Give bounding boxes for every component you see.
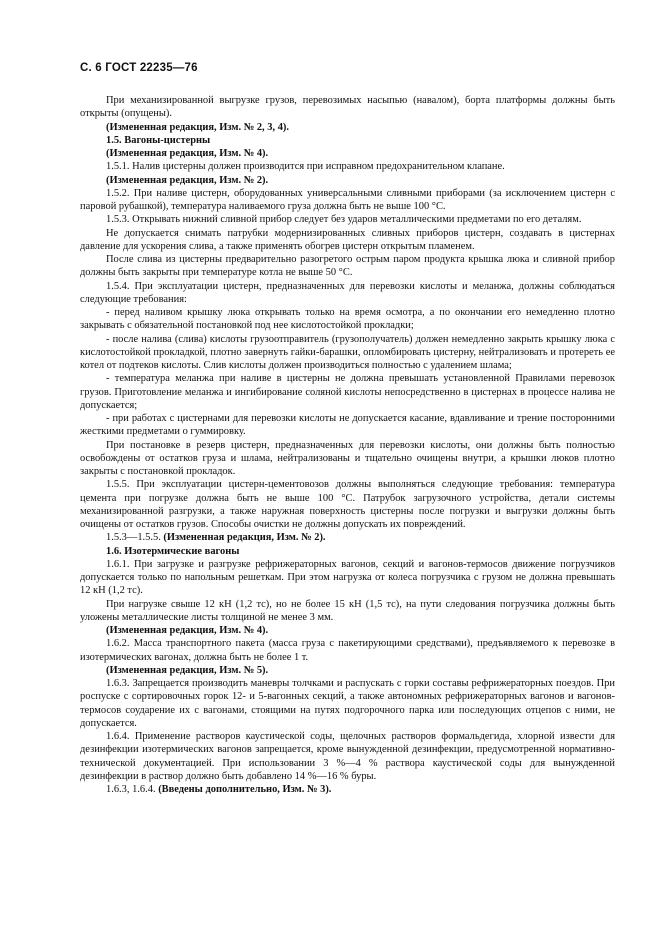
- amendment-note: (Измененная редакция, Изм. № 2).: [106, 174, 269, 186]
- paragraph: 1.6.2. Масса транспортного пакета (масса груза с пакетирующими средствами), предъявляемого к перевозке в изотермических вагонах, должна быть не более 1 т.: [80, 638, 615, 663]
- paragraph: 1.5.1. Налив цистерны должен производится при исправном предохранительном клапане.: [106, 161, 505, 173]
- list-item: - температура меланжа при наливе в цистерны не должна превышать установленной Правилами перевозок грузов. Приготовление меланжа и ингибирование соляной кислоты непосредственно в цистернах в процессе налива не допускается;: [80, 373, 615, 411]
- clause-range: 1.5.3—1.5.5.: [106, 532, 164, 544]
- page-header: С. 6 ГОСТ 22235—76: [80, 62, 198, 74]
- paragraph: 1.5.4. При эксплуатации цистерн, предназначенных для перевозки кислоты и меланжа, должны соблюдаться следующие требования:: [80, 280, 615, 305]
- amendment-note: (Измененная редакция, Изм. № 2).: [163, 532, 326, 544]
- amendment-note: (Измененная редакция, Изм. № 4).: [106, 625, 269, 636]
- paragraph: 1.6.4. Применение растворов каустической соды, щелочных растворов формальдегида, хлорной извести для дезинфекции изотермических вагонов запрещается, кроме вынужденной дезинфекции, предусмотренной нормативно-технической документацией. При использовании 3 %—4 % раствора каустической соды для вынужденной дезинфекции в раствор должно быть добавлено 14 %—16 % буры.: [80, 731, 615, 782]
- amendment-note: (Измененная редакция, Изм. № 5).: [106, 664, 269, 676]
- paragraph: 1.6.1. При загрузке и разгрузке рефрижераторных вагонов, секций и вагонов-термосов движение погрузчиков допускается только по напольным решеткам. При этом нагрузка от колеса погрузчика с грузом не должна превышать 12 кН (1,2 тс).: [80, 558, 615, 597]
- amendment-line: [80, 531, 615, 544]
- paragraph: 1.5.5. При эксплуатации цистерн-цементовозов должны выполняться следующие требования: температура цемента при погрузке должна быть не выше 100 °С. Патрубок загрузочного устройства, детали системы механизированной разгрузки, а также наружная поверхность цистерны после погрузки и выгрузки должны быть очищены от остатков грузов. Способы очистки не должны допускать их повреждений.: [80, 479, 615, 530]
- list-item: - при работах с цистернами для перевозки кислоты не допускается касание, вдавливание и трение посторонними жесткими предметами о гуммировку.: [80, 413, 615, 438]
- amendment-line: [80, 783, 615, 796]
- list-item: - перед наливом крышку люка открывать только на время осмотра, а по окончании его немедленно плотно закрывать с обязательной постановкой под нее кислотостойкой прокладки;: [80, 307, 615, 332]
- document-body: [80, 94, 615, 796]
- paragraph: При механизированной выгрузке грузов, перевозимых насыпью (навалом), борта платформы должны быть открыты (опущены).: [80, 95, 615, 120]
- clause-range: 1.6.3, 1.6.4.: [106, 784, 159, 795]
- paragraph: После слива из цистерны предварительно разогретого острым паром продукта крышка люка и сливной прибор должны быть закрыты при температуре котла не выше 50 °С.: [80, 254, 615, 279]
- amendment-note: (Измененная редакция, Изм. № 4).: [106, 148, 269, 159]
- amendment-note: (Измененная редакция, Изм. № 2, 3, 4).: [106, 121, 290, 133]
- paragraph: 1.5.2. При наливе цистерн, оборудованных универсальными сливными приборами (за исключением цистерн с паровой рубашкой), температура наливаемого груза должна быть не выше 100 °С.: [80, 187, 615, 212]
- section-heading: 1.5. Вагоны-цистерны: [106, 134, 211, 146]
- paragraph: 1.6.3. Запрещается производить маневры толчками и распускать с горки составы рефрижераторных поездов. При роспуске с сортировочных горок 12- и 5-вагонных секций, а также автономных рефрижераторных вагонов и вагонов-термосов соударение их с вагонами, стоящими на путях подгорочного парка или последующих отцепов с ними, не допускается.: [80, 678, 615, 729]
- section-heading: 1.6. Изотермические вагоны: [106, 545, 240, 557]
- paragraph: Не допускается снимать патрубки модернизированных сливных приборов цистерн, создавать в цистернах давление для ускорения слива, а также применять обогрев цистерн открытым пламенем.: [80, 227, 615, 252]
- list-item: - после налива (слива) кислоты грузоотправитель (грузополучатель) должен немедленно закрыть крышку люка с кислотостойкой прокладкой, плотно завернуть гайки-барашки, опломбировать цистерну, нейтрализовать и протереть ее котел от подтеков кислоты. Слив кислоты должен производиться полностью с удалением шлама;: [80, 333, 615, 371]
- paragraph: При постановке в резерв цистерн, предназначенных для перевозки кислоты, они должны быть полностью освобождены от остатков груза и шлама, нейтрализованы и тщательно очищены внутри, а крышки люков плотно закрыты с постановкой прокладок.: [80, 439, 615, 477]
- paragraph: 1.5.3. Открывать нижний сливной прибор следует без ударов металлическими предметами по его деталям.: [106, 214, 582, 226]
- amendment-note: (Введены дополнительно, Изм. № 3).: [158, 784, 332, 795]
- paragraph: При нагрузке свыше 12 кН (1,2 тс), но не более 15 кН (1,5 тс), на пути следования погрузчика должны быть уложены металлические листы толщиной не менее 3 мм.: [80, 598, 615, 623]
